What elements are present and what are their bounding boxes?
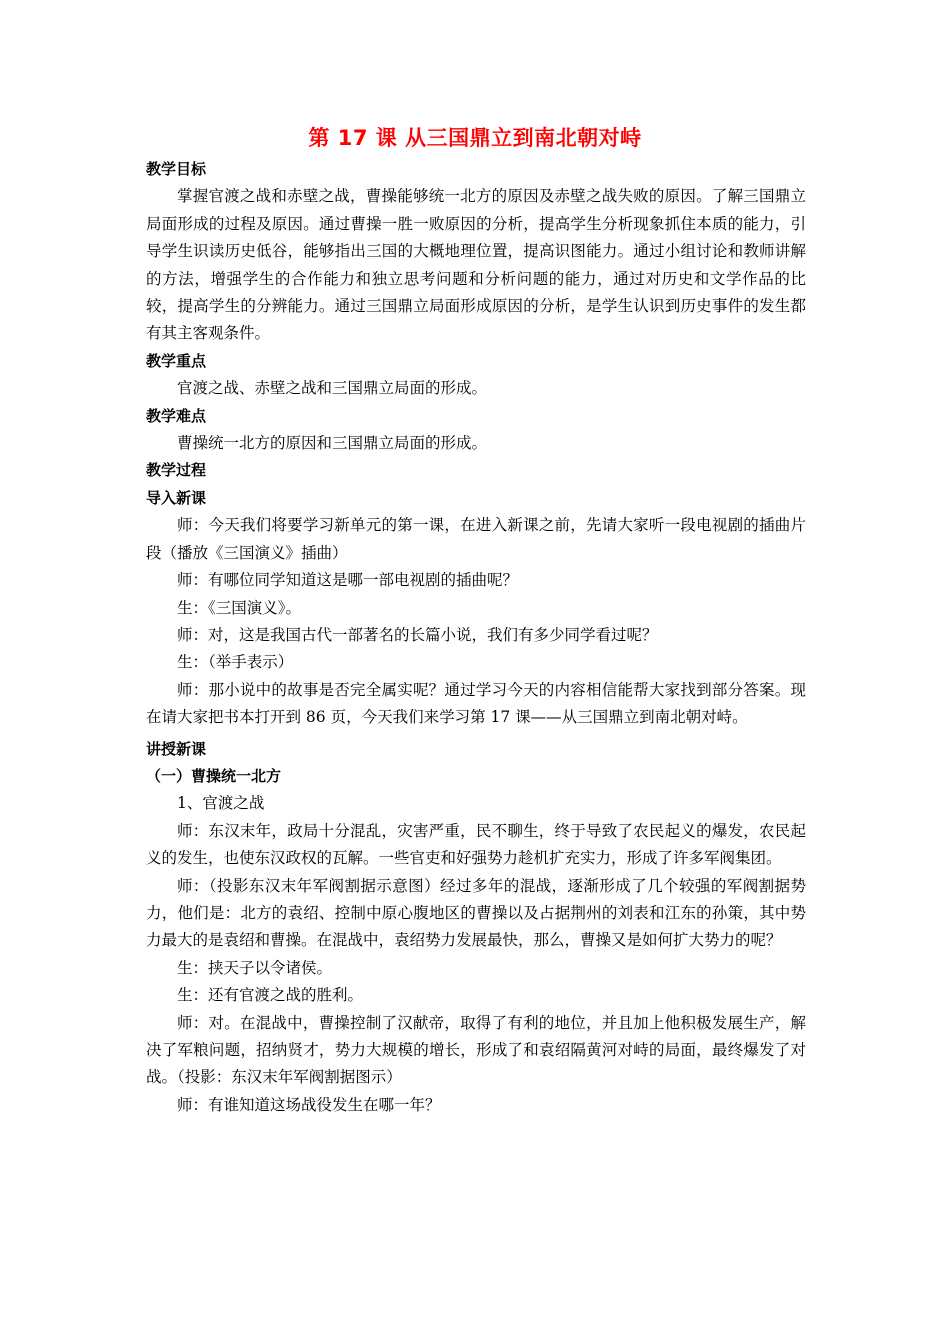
difficult-points-text: 曹操统一北方的原因和三国鼎立局面的形成。 [177,434,488,453]
item-one-label: 1、官渡之战 [177,794,265,813]
key-points-text: 官渡之战、赤壁之战和三国鼎立局面的形成。 [177,379,488,398]
dialogue-line: 师：东汉末年，政局十分混乱，灾害严重，民不聊生，终于导致了农民起义的爆发，农民起义的发生，也使东汉政权的瓦解。一些官吏和好强势力趁机扩充实力，形成了许多军阀集团。 [146,821,806,868]
dialogue-line: 生：《三国演义》。 [177,598,302,617]
intro-heading: 导入新课 [146,488,207,507]
dialogue-line: 生：挟天子以令诸侯。 [177,958,333,977]
dialogue-line: 师：对。在混战中，曹操控制了汉献帝，取得了有利的地位，并且加上他积极发展生产，解决了军粮问题，招纳贤才，势力大规模的增长，形成了和袁绍隔黄河对峙的局面，最终爆发了对战。（投影：东汉末年军阀割据图示） [146,1013,806,1087]
dialogue-line: 师：对，这是我国古代一部著名的长篇小说，我们有多少同学看过呢？ [177,625,658,644]
dialogue-line: 师：有谁知道这场战役发生在哪一年？ [177,1095,441,1114]
dialogue-line: 师：有哪位同学知道这是哪一部电视剧的插曲呢？ [177,571,519,590]
lesson-content [146,156,806,1119]
objectives-heading: 教学目标 [146,160,207,178]
dialogue-line: 生：还有官渡之战的胜利。 [177,986,364,1005]
dialogue-line: 师：今天我们将要学习新单元的第一课，在进入新课之前，先请大家听一段电视剧的插曲片段（播放《三国演义》插曲） [146,516,806,562]
dialogue-line: 师：（投影东汉末年军阀割据示意图）经过多年的混战，逐渐形成了几个较强的军阀割据势力，他们是：北方的袁绍、控制中原心腹地区的曹操以及占据荆州的刘表和江东的孙策，其中势力最大的是袁绍和曹操。在混战中，袁绍势力发展最快，那么，曹操又是如何扩大势力的呢？ [146,876,806,950]
process-heading: 教学过程 [146,461,207,480]
part-one-heading: （一）曹操统一北方 [146,766,282,785]
teach-heading: 讲授新课 [146,739,207,758]
objectives-text: 掌握官渡之战和赤壁之战，曹操能够统一北方的原因及赤壁之战失败的原因。了解三国鼎立局面形成的过程及原因。通过曹操一胜一败原因的分析，提高学生分析现象抓住本质的能力，引导学生识读历史低谷，能够指出三国的大概地理位置，提高识图能力。通过小组讨论和教师讲解的方法，增强学生的合作能力和独立思考问题和分析问题的能力，通过对历史和文学作品的比较，提高学生的分辨能力。通过三国鼎立局面形成原因的分析，是学生认识到历史事件的发生都有其主客观条件。 [146,187,806,343]
key-points-heading: 教学重点 [146,351,207,370]
dialogue-line: 生：（举手表示） [177,653,294,672]
dialogue-line: 师：那小说中的故事是否完全属实呢？通过学习今天的内容相信能帮大家找到部分答案。现在请大家把书本打开到 86 页，今天我们来学习第 17 课——从三国鼎立到南北朝对峙。 [146,680,806,727]
lesson-title: 第 17 课 从三国鼎立到南北朝对峙 [308,126,642,150]
difficult-points-heading: 教学难点 [146,406,207,425]
